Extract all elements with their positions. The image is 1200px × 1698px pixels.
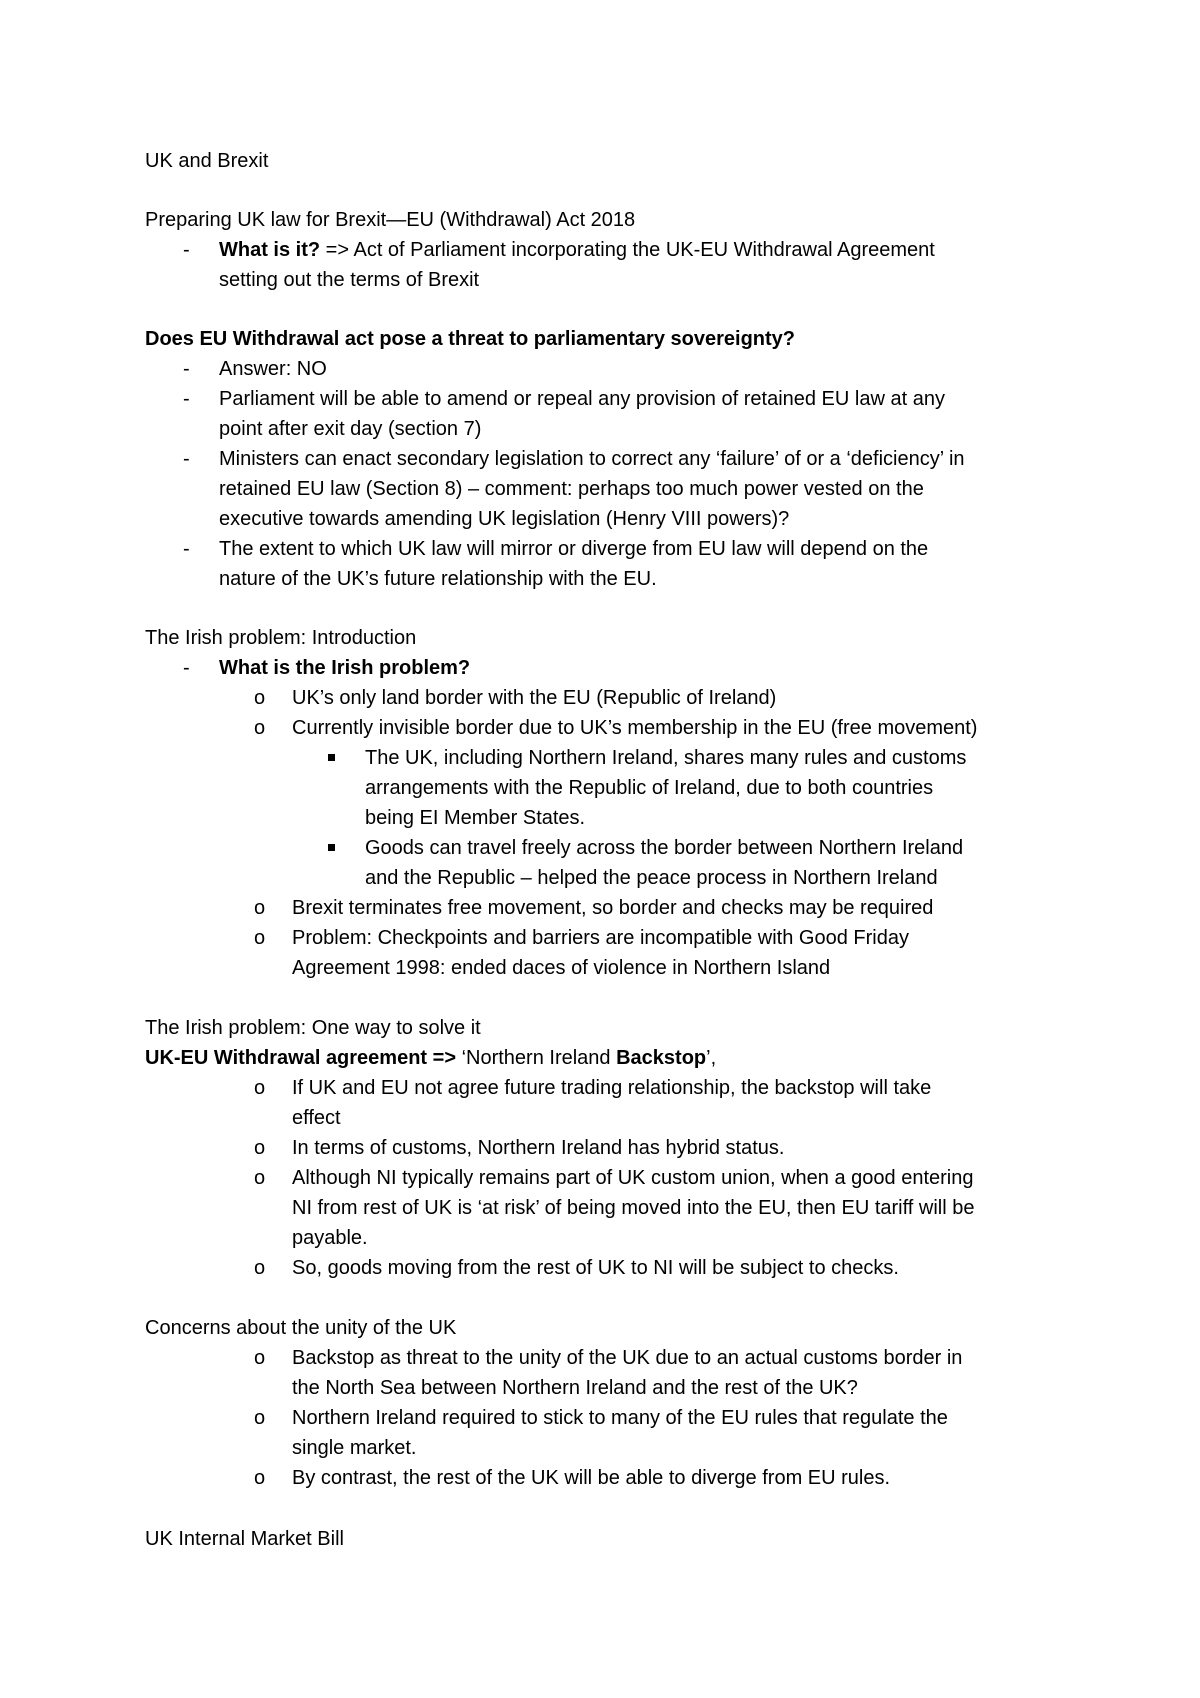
circle-bullet-icon: o (254, 1167, 266, 1189)
list-item (0, 354, 1200, 384)
subheading-part: Backstop (616, 1047, 707, 1069)
list-item-text: being EI Member States. (365, 807, 586, 829)
dash-bullet-icon: - (183, 239, 190, 261)
section-heading-sovereignty: Does EU Withdrawal act pose a threat to parliamentary sovereignty? (145, 328, 795, 350)
circle-bullet-icon: o (254, 1257, 266, 1279)
dash-bullet-icon: - (183, 657, 190, 679)
list-item (0, 534, 1200, 564)
list-item (0, 683, 1200, 713)
list-item (0, 1403, 1200, 1433)
section-heading-irish-intro: The Irish problem: Introduction (145, 627, 417, 649)
square-bullet-icon (328, 754, 335, 761)
list-item-text: payable. (292, 1227, 368, 1249)
list-item-text: Answer: NO (219, 358, 327, 380)
list-item-text: So, goods moving from the rest of UK to NI will be subject to checks. (292, 1257, 899, 1279)
list-item (0, 923, 1200, 953)
circle-bullet-icon: o (254, 1467, 266, 1489)
list-item-text: UK’s only land border with the EU (Republic of Ireland) (292, 687, 777, 709)
list-item-text: effect (292, 1107, 341, 1129)
list-item-text: Parliament will be able to amend or repeal any provision of retained EU law at any (219, 388, 945, 410)
subheading-part: UK-EU Withdrawal agreement (145, 1047, 428, 1069)
list-item-text: In terms of customs, Northern Ireland has hybrid status. (292, 1137, 785, 1159)
list-item-text: Northern Ireland required to stick to many of the EU rules that regulate the (292, 1407, 948, 1429)
list-item-text: executive towards amending UK legislation (Henry VIII powers)? (219, 508, 790, 530)
list-item-text: Agreement 1998: ended daces of violence in Northern Island (292, 957, 831, 979)
document-title: UK and Brexit (145, 150, 269, 172)
list-item (0, 1463, 1200, 1493)
section-heading-irish-solution: The Irish problem: One way to solve it (145, 1017, 481, 1039)
list-item-text: arrangements with the Republic of Ireland, due to both countries (365, 777, 934, 799)
list-item-text: Although NI typically remains part of UK custom union, when a good entering (292, 1167, 974, 1189)
dash-bullet-icon: - (183, 388, 190, 410)
dash-bullet-icon: - (183, 358, 190, 380)
circle-bullet-icon: o (254, 1077, 266, 1099)
list-item-text: the North Sea between Northern Ireland and the rest of the UK? (292, 1377, 858, 1399)
section-heading-internal-market: UK Internal Market Bill (145, 1528, 344, 1550)
circle-bullet-icon: o (254, 717, 266, 739)
circle-bullet-icon: o (254, 1407, 266, 1429)
list-item-text: Ministers can enact secondary legislation to correct any ‘failure’ of or a ‘deficiency’ in (219, 448, 965, 470)
square-bullet-icon (328, 844, 335, 851)
list-item-text: and the Republic – helped the peace process in Northern Ireland (365, 867, 938, 889)
backstop-subheading (145, 1043, 716, 1073)
list-item-text: The extent to which UK law will mirror or diverge from EU law will depend on the (219, 538, 929, 560)
list-item-text: retained EU law (Section 8) – comment: perhaps too much power vested on the (219, 478, 924, 500)
subheading-part: ‘Northern Ireland (461, 1047, 617, 1069)
list-item (0, 713, 1200, 743)
subheading-part: => (427, 1047, 462, 1069)
list-item-text: By contrast, the rest of the UK will be able to diverge from EU rules. (292, 1467, 891, 1489)
circle-bullet-icon: o (254, 687, 266, 709)
list-item (0, 1133, 1200, 1163)
subheading-part: ’, (706, 1047, 717, 1069)
list-item-text: setting out the terms of Brexit (219, 269, 480, 291)
question-label: What is the Irish problem? (219, 657, 471, 679)
list-item-text: Goods can travel freely across the border between Northern Ireland (365, 837, 964, 859)
list-item-text: nature of the UK’s future relationship with the EU. (219, 568, 657, 590)
list-item (0, 1253, 1200, 1283)
circle-bullet-icon: o (254, 1137, 266, 1159)
list-item (0, 384, 1200, 414)
list-item-text: Problem: Checkpoints and barriers are incompatible with Good Friday (292, 927, 909, 949)
list-item (0, 743, 1200, 773)
circle-bullet-icon: o (254, 897, 266, 919)
list-item (0, 833, 1200, 863)
list-item-text: If UK and EU not agree future trading relationship, the backstop will take (292, 1077, 932, 1099)
list-item (0, 1163, 1200, 1193)
list-item-text: Brexit terminates free movement, so border and checks may be required (292, 897, 934, 919)
list-item-text: NI from rest of UK is ‘at risk’ of being moved into the EU, then EU tariff will be (292, 1197, 975, 1219)
circle-bullet-icon: o (254, 1347, 266, 1369)
circle-bullet-icon: o (254, 927, 266, 949)
dash-bullet-icon: - (183, 538, 190, 560)
list-item-text: Currently invisible border due to UK’s membership in the EU (free movement) (292, 717, 978, 739)
list-item (0, 1343, 1200, 1373)
list-item-text: The UK, including Northern Ireland, shares many rules and customs (365, 747, 967, 769)
list-item-text: => Act of Parliament incorporating the UK-EU Withdrawal Agreement (320, 239, 935, 261)
list-item (0, 653, 1200, 683)
list-item-text: single market. (292, 1437, 417, 1459)
section-heading-unity: Concerns about the unity of the UK (145, 1317, 457, 1339)
list-item (0, 893, 1200, 923)
list-item (0, 1073, 1200, 1103)
list-item-text: point after exit day (section 7) (219, 418, 482, 440)
question-label: What is it? (219, 239, 321, 261)
list-item-text: Backstop as threat to the unity of the UK due to an actual customs border in (292, 1347, 963, 1369)
list-item (0, 444, 1200, 474)
dash-bullet-icon: - (183, 448, 190, 470)
section-heading-withdrawal-act: Preparing UK law for Brexit—EU (Withdrawal) Act 2018 (145, 209, 636, 231)
